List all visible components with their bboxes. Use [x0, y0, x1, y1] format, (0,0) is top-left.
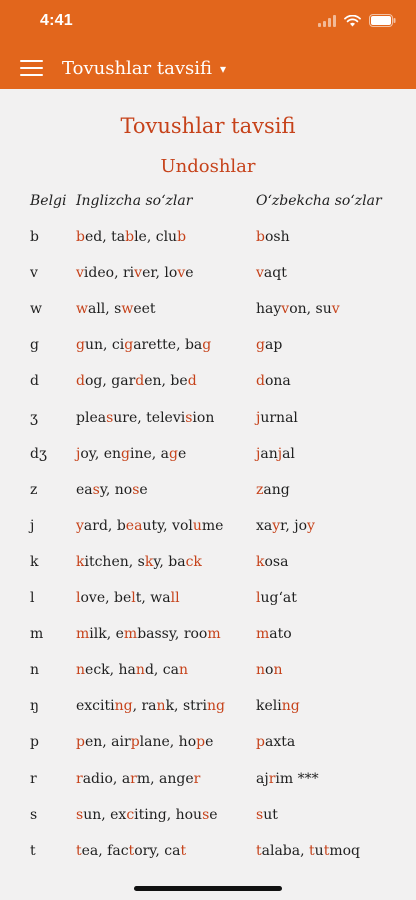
row-uzbek-words: janjal — [256, 445, 295, 462]
table-row — [0, 301, 416, 323]
header-symbol: Belgi — [30, 193, 67, 209]
highlighted-letters: s — [256, 806, 264, 823]
row-uzbek-words: vaqt — [256, 265, 287, 282]
row-uzbek-words: non — [256, 662, 283, 679]
highlighted-letters: s — [202, 806, 210, 823]
row-english-words: pen, airplane, hope — [76, 734, 214, 751]
row-english-words: radio, arm, anger — [76, 770, 201, 787]
row-english-words: milk, embassy, room — [76, 626, 221, 643]
row-english-words: exciting, rank, string — [76, 698, 225, 715]
status-icons — [318, 14, 396, 27]
row-symbol: r — [30, 770, 37, 787]
highlighted-letters: d — [76, 373, 85, 390]
highlighted-letters: n — [179, 662, 189, 679]
row-uzbek-words: jurnal — [256, 409, 298, 426]
status-bar — [0, 0, 416, 46]
highlighted-letters: l — [256, 590, 261, 606]
highlighted-letters: l — [76, 590, 81, 606]
row-uzbek-words: gap — [256, 337, 283, 354]
cellular-signal-icon — [318, 15, 336, 27]
row-uzbek-words: kosa — [256, 553, 289, 570]
highlighted-letters: p — [256, 734, 265, 751]
highlighted-letters: m — [123, 626, 138, 643]
row-uzbek-words: lug‘at — [256, 590, 297, 606]
nav-bar — [0, 46, 416, 89]
highlighted-letters: ck — [185, 553, 202, 570]
row-uzbek-words: mato — [256, 626, 292, 643]
highlighted-letters: b — [125, 229, 135, 245]
highlighted-letters: j — [256, 445, 261, 462]
highlighted-letters: r — [268, 770, 276, 787]
highlighted-letters: g — [76, 337, 85, 354]
header-english: Inglizcha so‘zlar — [76, 193, 193, 209]
row-uzbek-words: sut — [256, 806, 278, 823]
highlighted-letters: ea — [125, 517, 143, 534]
highlighted-letters: u — [192, 517, 202, 534]
highlighted-letters: n — [256, 662, 266, 679]
row-english-words: tea, factory, cat — [76, 842, 187, 859]
highlighted-letters: p — [76, 734, 85, 751]
row-uzbek-words: hayvon, suv — [256, 301, 340, 318]
highlighted-letters: c — [126, 806, 135, 823]
header-uzbek: O‘zbekcha so‘zlar — [256, 193, 382, 209]
highlighted-letters: w — [121, 301, 134, 318]
table-row — [0, 410, 416, 432]
row-english-words: kitchen, sky, back — [76, 553, 202, 570]
highlighted-letters: d — [187, 373, 197, 390]
highlighted-letters: r — [76, 770, 83, 787]
table-header — [0, 193, 416, 215]
highlighted-letters: t — [323, 842, 330, 859]
row-english-words: bed, table, club — [76, 229, 187, 245]
table-row — [0, 446, 416, 468]
row-uzbek-words: xayr, joy — [256, 517, 315, 534]
row-symbol: d — [30, 373, 39, 390]
row-english-words: dog, garden, bed — [76, 373, 197, 390]
table-row — [0, 265, 416, 287]
highlighted-letters: t — [309, 842, 315, 859]
highlighted-letters: n — [135, 662, 145, 679]
hamburger-menu-icon[interactable] — [20, 58, 44, 76]
table-row — [0, 771, 416, 793]
highlighted-letters: s — [106, 409, 114, 426]
row-symbol: m — [30, 626, 44, 643]
highlighted-letters: v — [256, 265, 264, 282]
highlighted-letters: t — [128, 842, 135, 859]
row-symbol: dʒ — [30, 445, 47, 462]
table-row — [0, 590, 416, 612]
highlighted-letters: l — [131, 590, 136, 606]
highlighted-letters: v — [177, 265, 186, 282]
table-row — [0, 518, 416, 540]
highlighted-letters: j — [256, 409, 261, 426]
row-symbol: n — [30, 662, 40, 679]
highlighted-letters: d — [256, 373, 265, 390]
highlighted-letters: g — [256, 337, 265, 354]
highlighted-letters: s — [132, 481, 140, 498]
row-english-words: love, belt, wall — [76, 590, 180, 606]
row-uzbek-words: bosh — [256, 229, 290, 245]
home-indicator — [134, 886, 282, 891]
highlighted-letters: v — [76, 265, 84, 282]
highlighted-letters: m — [207, 626, 221, 643]
highlighted-letters: g — [169, 445, 178, 462]
table-row — [0, 482, 416, 504]
table-row — [0, 843, 416, 865]
row-english-words: neck, hand, can — [76, 662, 189, 679]
row-uzbek-words: keling — [256, 698, 300, 715]
highlighted-letters: j — [76, 445, 81, 462]
chevron-down-icon: ▾ — [220, 62, 227, 76]
highlighted-letters: m — [76, 626, 90, 643]
highlighted-letters: s — [185, 409, 193, 426]
table-row — [0, 337, 416, 359]
highlighted-letters: g — [124, 337, 134, 354]
page-title: Tovushlar tavsifi — [120, 114, 296, 138]
highlighted-letters: ng — [281, 698, 300, 715]
table-row — [0, 807, 416, 829]
row-english-words: easy, nose — [76, 481, 148, 498]
highlighted-letters: s — [92, 481, 100, 498]
row-english-words: yard, beauty, volume — [76, 517, 224, 534]
row-symbol: ŋ — [30, 698, 40, 715]
highlighted-letters: j — [277, 445, 283, 462]
highlighted-letters: k — [256, 553, 265, 570]
highlighted-letters: ng — [114, 698, 133, 715]
row-uzbek-words: ajrim *** — [256, 770, 319, 787]
row-english-words: joy, engine, age — [76, 445, 187, 462]
highlighted-letters: y — [307, 517, 315, 534]
highlighted-letters: g — [202, 337, 212, 354]
highlighted-letters: s — [76, 806, 84, 823]
highlighted-letters: t — [76, 842, 82, 859]
row-symbol: w — [30, 301, 42, 318]
table-row — [0, 698, 416, 720]
row-english-words: gun, cigarette, bag — [76, 337, 212, 354]
highlighted-letters: r — [130, 770, 137, 787]
highlighted-letters: m — [256, 626, 270, 643]
row-symbol: b — [30, 229, 39, 245]
row-english-words: pleasure, television — [76, 409, 215, 426]
highlighted-letters: k — [76, 553, 85, 570]
highlighted-letters: z — [256, 481, 264, 498]
table-row — [0, 229, 416, 251]
highlighted-letters: y — [272, 517, 281, 534]
highlighted-letters: w — [76, 301, 88, 318]
row-english-words: video, river, love — [76, 265, 194, 282]
status-time: 4:41 — [40, 12, 73, 29]
row-symbol: t — [30, 842, 36, 859]
nav-title: Tovushlar tavsifi — [62, 57, 212, 79]
highlighted-letters: p — [196, 734, 206, 751]
highlighted-letters: b — [256, 229, 265, 245]
highlighted-letters: p — [130, 734, 140, 751]
page-selector-dropdown[interactable] — [62, 55, 226, 81]
highlighted-letters: r — [193, 770, 201, 787]
highlighted-letters: b — [76, 229, 85, 245]
highlighted-letters: n — [156, 698, 166, 715]
highlighted-letters: k — [144, 553, 154, 570]
highlighted-letters: t — [256, 842, 262, 859]
row-symbol: k — [30, 553, 39, 570]
table-row — [0, 734, 416, 756]
highlighted-letters: ll — [170, 590, 180, 606]
highlighted-letters: g — [121, 445, 130, 462]
table-row — [0, 626, 416, 648]
highlighted-letters: ng — [206, 698, 225, 715]
row-symbol: ʒ — [30, 409, 38, 426]
row-uzbek-words: dona — [256, 373, 291, 390]
highlighted-letters: n — [273, 662, 283, 679]
table-row — [0, 554, 416, 576]
highlighted-letters: d — [135, 373, 145, 390]
highlighted-letters: t — [180, 842, 187, 859]
highlighted-letters: n — [76, 662, 86, 679]
highlighted-letters: y — [76, 517, 84, 534]
highlighted-letters: b — [177, 229, 187, 245]
row-symbol: l — [30, 590, 35, 606]
row-symbol: s — [30, 806, 38, 823]
row-symbol: p — [30, 734, 39, 751]
row-symbol: j — [30, 517, 35, 534]
row-symbol: z — [30, 481, 38, 498]
highlighted-letters: v — [281, 301, 290, 318]
row-symbol: v — [30, 265, 38, 282]
highlighted-letters: v — [134, 265, 143, 282]
table-row — [0, 662, 416, 684]
row-uzbek-words: paxta — [256, 734, 296, 751]
highlighted-letters: v — [331, 301, 340, 318]
wifi-icon — [344, 15, 361, 27]
row-english-words: wall, sweet — [76, 301, 156, 318]
battery-icon — [369, 14, 396, 27]
table-row — [0, 373, 416, 395]
row-english-words: sun, exciting, house — [76, 806, 218, 823]
row-uzbek-words: zang — [256, 481, 290, 498]
row-uzbek-words: talaba, tutmoq — [256, 842, 361, 859]
section-title: Undoshlar — [160, 156, 256, 177]
row-symbol: g — [30, 337, 39, 354]
